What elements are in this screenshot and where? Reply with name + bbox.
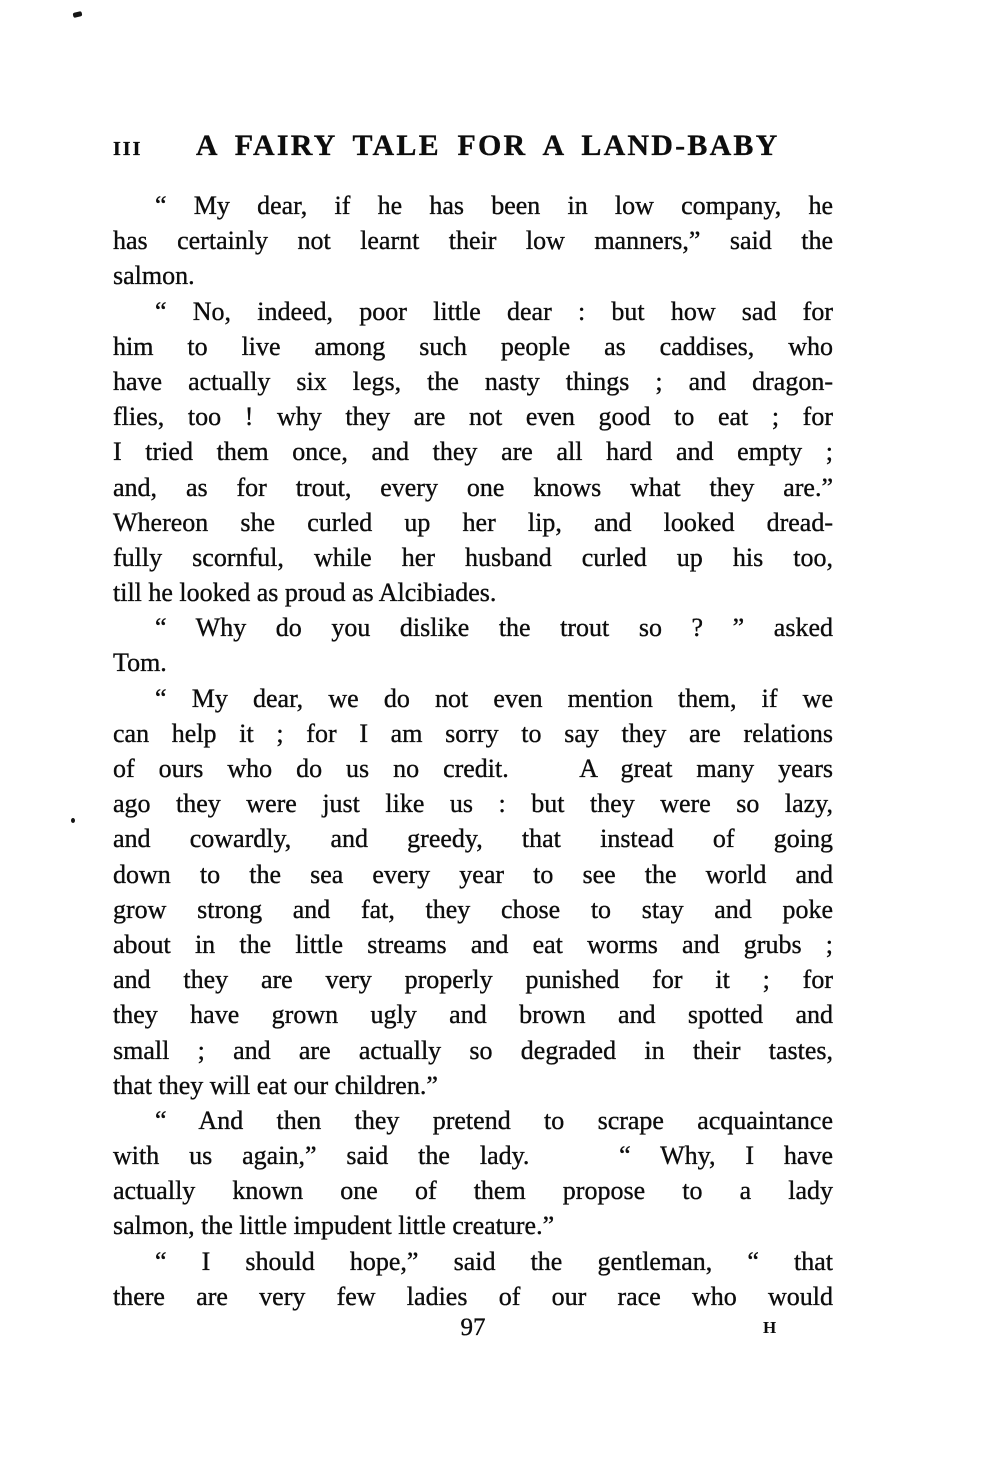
- body-line: Tom.: [113, 648, 167, 678]
- body-line: have actually six legs, the nasty things ; and dragon-: [113, 366, 833, 396]
- body-line: and they are very properly punished for it ; for: [113, 965, 833, 995]
- body-line: that they will eat our children.”: [113, 1070, 438, 1100]
- body-line: “ And then they pretend to scrape acquaintance: [155, 1105, 833, 1135]
- body-line: “ Why do you dislike the trout so ? ” asked: [155, 613, 833, 643]
- body-line: “ I should hope,” said the gentleman, “ that: [155, 1246, 833, 1276]
- body-line: him to live among such people as caddises, who: [113, 331, 833, 361]
- body-line: ago they were just like us : but they were so lazy,: [113, 789, 833, 819]
- body-line: “ My dear, we do not even mention them, if we: [155, 683, 833, 713]
- body-line: and cowardly, and greedy, that instead of going: [113, 824, 833, 854]
- body-line: “ No, indeed, poor little dear : but how sad for: [155, 296, 833, 326]
- body-line: and, as for trout, every one knows what they are.”: [113, 472, 833, 502]
- body-line: actually known one of them propose to a lady: [113, 1176, 833, 1206]
- body-line: they have grown ugly and brown and spotted and: [113, 1000, 833, 1030]
- body-line: Whereon she curled up her lip, and looked dread-: [113, 507, 833, 537]
- body-line: has certainly not learnt their low manners,” said the: [113, 226, 833, 256]
- body-line: small ; and are actually so degraded in their tastes,: [113, 1035, 833, 1065]
- page-number: 97: [460, 1314, 486, 1341]
- body-line: fully scornful, while her husband curled up his too,: [113, 542, 833, 572]
- ink-speck: [71, 818, 75, 823]
- chapter-number: III: [113, 138, 143, 160]
- page-title: A FAIRY TALE FOR A LAND-BABY: [195, 129, 780, 162]
- body-line: with us again,” said the lady. “ Why, I have: [113, 1141, 833, 1171]
- ink-speck: [73, 11, 83, 18]
- body-line: can help it ; for I am sorry to say they are relations: [113, 718, 833, 748]
- body-line: about in the little streams and eat worms and grubs ;: [113, 929, 833, 959]
- body-line: flies, too ! why they are not even good to eat ; for: [113, 402, 833, 432]
- body-line: there are very few ladies of our race who would: [113, 1281, 833, 1311]
- body-line: till he looked as proud as Alcibiades.: [113, 578, 497, 608]
- body-line: of ours who do us no credit. A great many years: [113, 754, 833, 783]
- body-line: down to the sea every year to see the world and: [113, 859, 833, 889]
- body-line: grow strong and fat, they chose to stay and poke: [113, 894, 833, 924]
- body-line: salmon, the little impudent little creature.”: [113, 1211, 555, 1241]
- page-footer: [113, 1314, 833, 1342]
- body-line: “ My dear, if he has been in low company, he: [155, 191, 833, 220]
- body-line: I tried them once, and they are all hard and empty ;: [113, 437, 833, 467]
- signature-mark: H: [763, 1318, 778, 1337]
- body-text: [113, 188, 833, 1314]
- page-header: [113, 129, 833, 163]
- body-line: salmon.: [113, 261, 195, 291]
